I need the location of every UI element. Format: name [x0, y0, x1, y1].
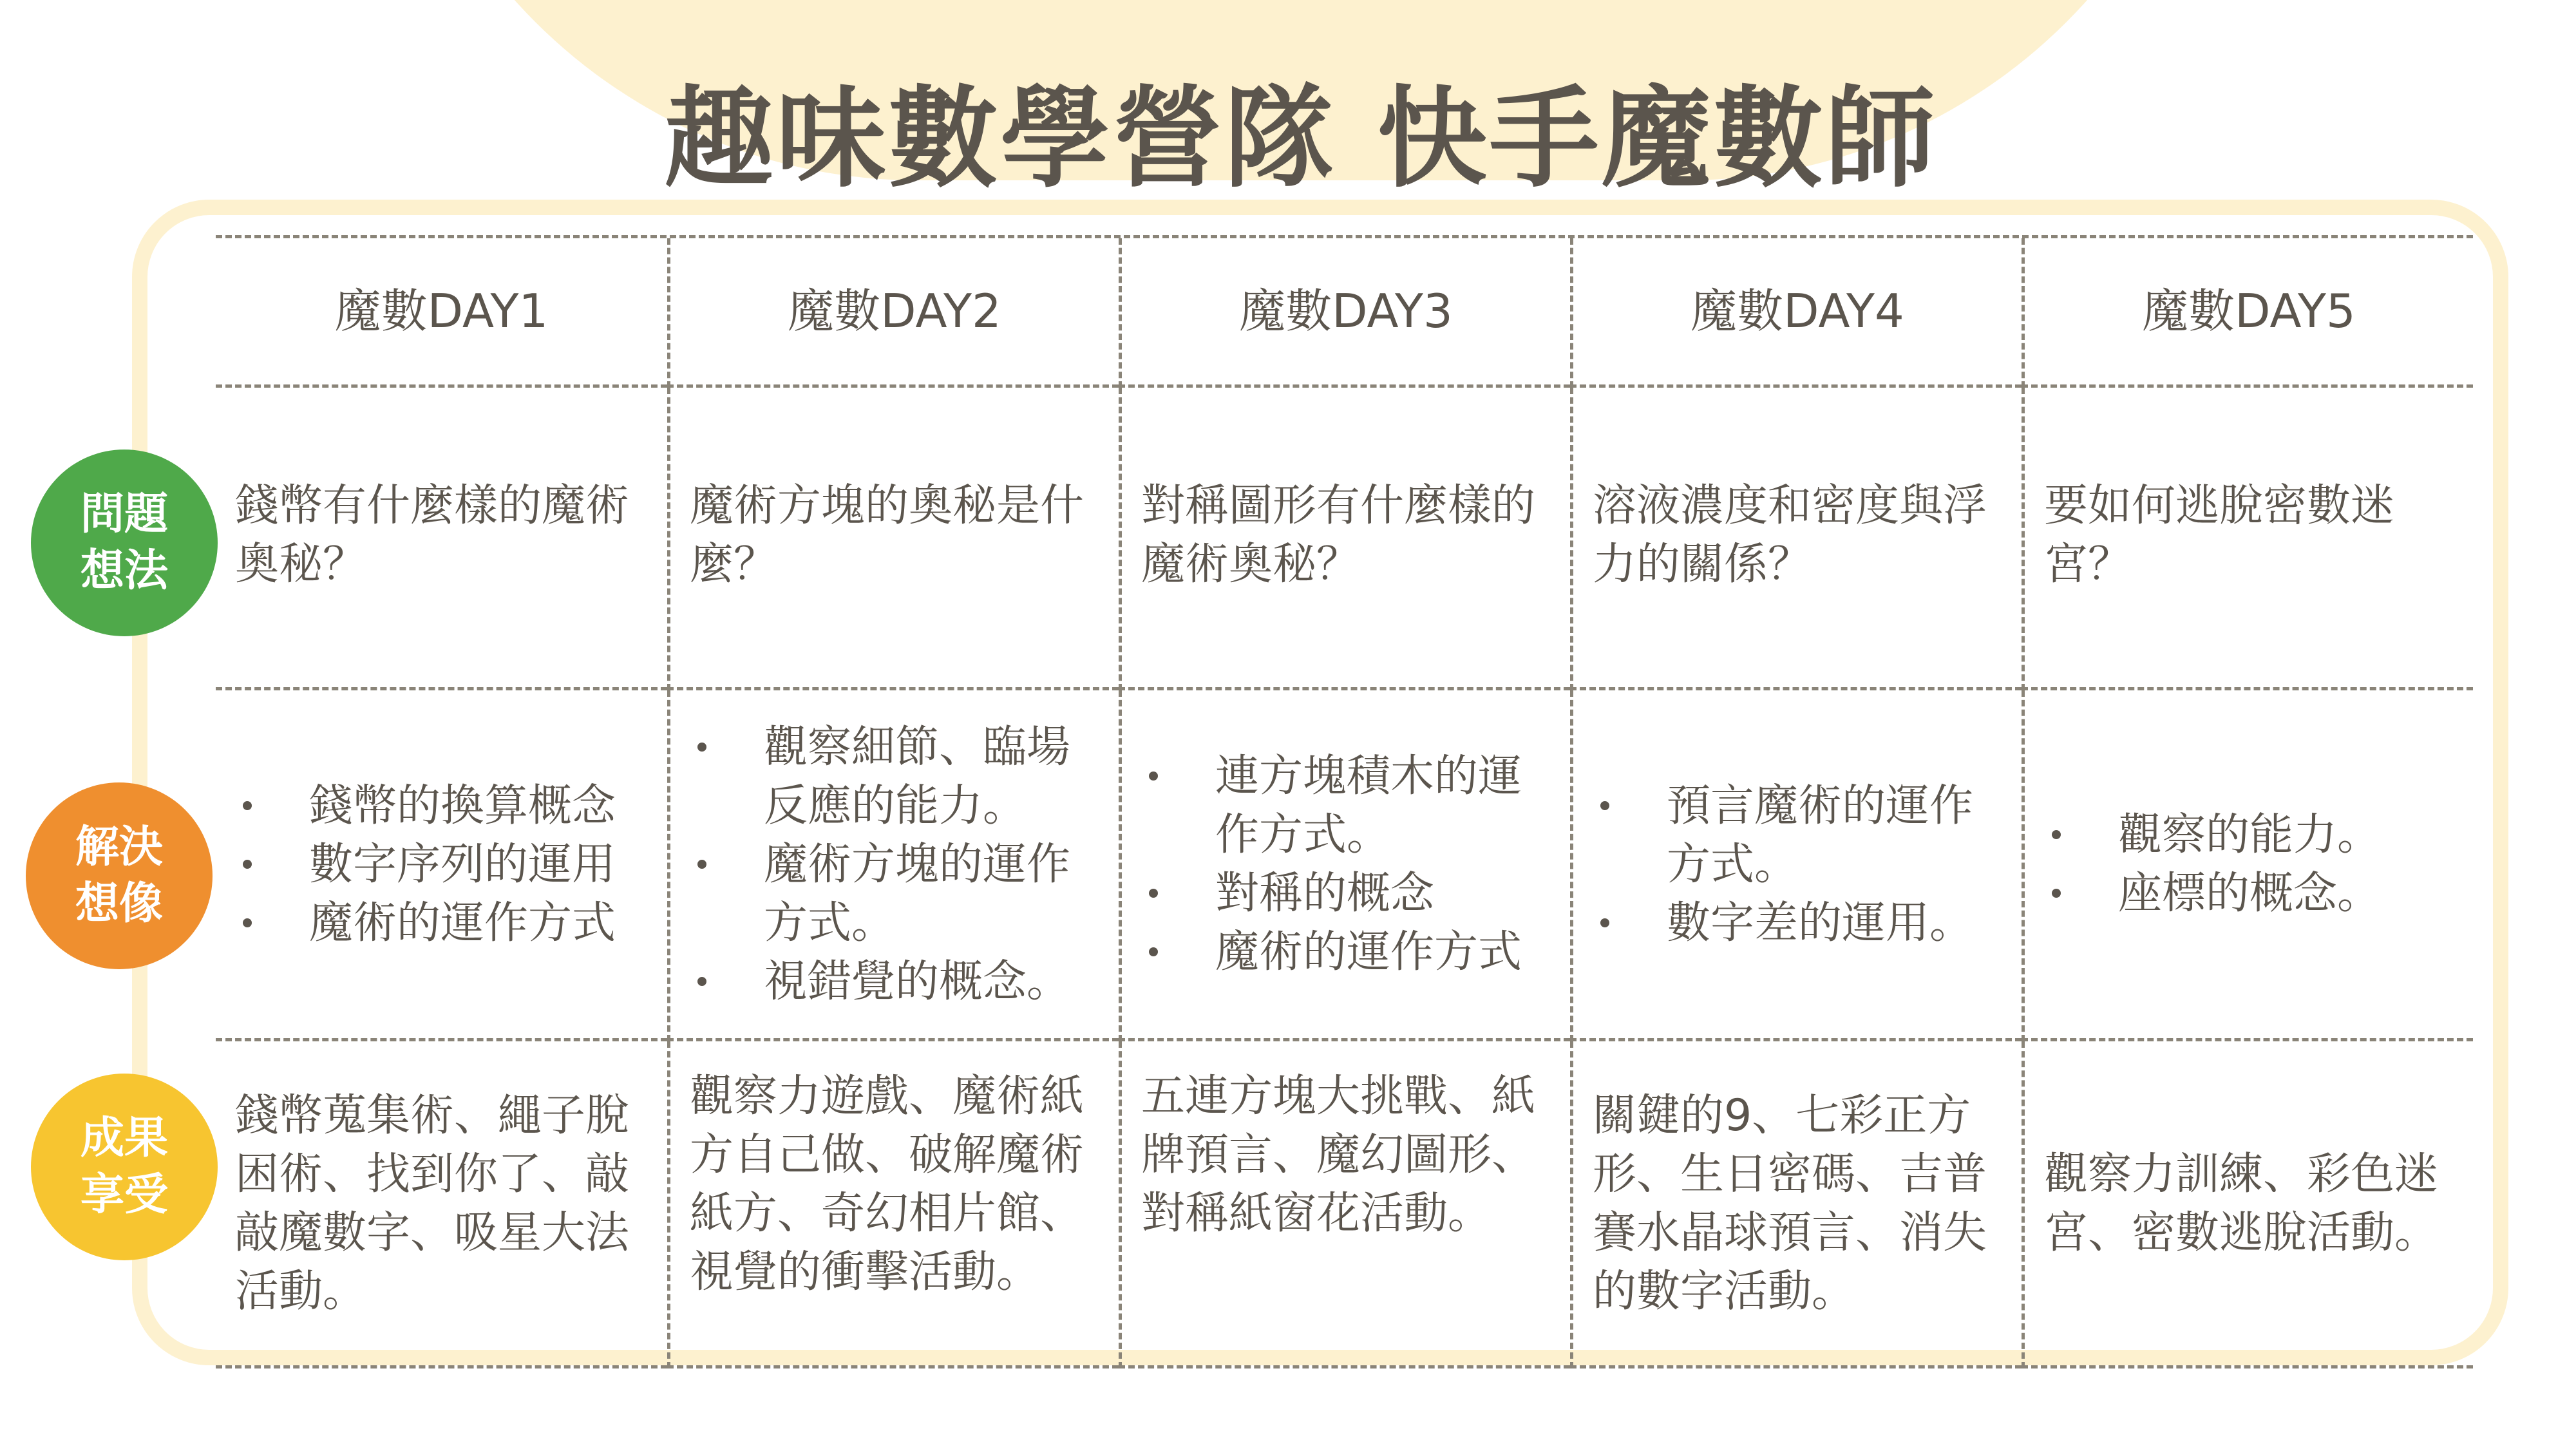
outcome-text: 關鍵的9、七彩正方形、生日密碼、吉普賽水晶球預言、消失的數字活動。	[1593, 1090, 1987, 1317]
skill-item: 觀察細節、臨場反應的能力。	[690, 718, 1101, 835]
skills-cell	[667, 690, 1119, 1041]
question-cell: 魔術方塊的奧秘是什麼？	[667, 388, 1119, 690]
outcome-cell	[1570, 1041, 2022, 1368]
page-title: 趣味數學營隊 快手魔數師	[664, 75, 1938, 203]
day-header: 魔數DAY5	[2022, 238, 2473, 388]
schedule-table	[216, 235, 2473, 1368]
badge-result	[31, 1074, 218, 1260]
badge-label: 解決 想像	[75, 822, 163, 929]
skills-list	[1593, 777, 2003, 952]
outcome-cell	[667, 1041, 1119, 1368]
skill-item: 座標的概念。	[2044, 864, 2381, 923]
skills-list	[235, 777, 616, 952]
question-cell: 對稱圖形有什麼樣的魔術奧秘？	[1119, 388, 1570, 690]
skill-item: 預言魔術的運作方式。	[1593, 777, 2003, 894]
skill-item: 連方塊積木的運作方式。	[1141, 747, 1552, 864]
skill-item: 魔術的運作方式	[235, 894, 616, 952]
skills-cell	[1570, 690, 2022, 1041]
skill-item: 視錯覺的概念。	[690, 952, 1101, 1011]
skill-item: 魔術方塊的運作方式。	[690, 835, 1101, 952]
skills-list	[1141, 747, 1552, 981]
badge-label: 成果 享受	[80, 1113, 168, 1220]
skill-item: 錢幣的換算概念	[235, 777, 616, 835]
question-cell: 錢幣有什麼樣的魔術奧秘？	[216, 388, 667, 690]
day-header: 魔數DAY1	[216, 238, 667, 388]
skills-list	[2044, 806, 2381, 923]
skills-cell	[1119, 690, 1570, 1041]
day-header: 魔數DAY3	[1119, 238, 1570, 388]
day-header: 魔數DAY2	[667, 238, 1119, 388]
skill-item: 觀察的能力。	[2044, 806, 2381, 864]
skills-list	[690, 718, 1101, 1011]
skill-item: 對稱的概念	[1141, 864, 1552, 923]
outcome-text: 觀察力訓練、彩色迷宮、密數逃脫活動。	[2044, 1148, 2439, 1258]
skills-cell	[2022, 690, 2473, 1041]
question-cell: 要如何逃脫密數迷宮？	[2022, 388, 2473, 690]
outcome-cell	[216, 1041, 667, 1368]
skills-cell	[216, 690, 667, 1041]
skill-item: 魔術的運作方式	[1141, 923, 1552, 981]
badge-solve	[26, 782, 213, 969]
day-header: 魔數DAY4	[1570, 238, 2022, 388]
skill-item: 數字差的運用。	[1593, 894, 2003, 952]
badge-label: 問題 想法	[80, 489, 168, 596]
skill-item: 數字序列的運用	[235, 835, 616, 894]
outcome-cell	[1119, 1041, 1570, 1368]
badge-question	[31, 450, 218, 636]
outcome-text: 錢幣蒐集術、繩子脫困術、找到你了、敲敲魔數字、吸星大法活動。	[235, 1090, 630, 1317]
outcome-text: 五連方塊大挑戰、紙牌預言、魔幻圖形、對稱紙窗花活動。	[1141, 1071, 1536, 1239]
outcome-cell	[2022, 1041, 2473, 1368]
outcome-text: 觀察力遊戲、魔術紙方自己做、破解魔術紙方、奇幻相片館、視覺的衝擊活動。	[690, 1071, 1084, 1298]
question-cell: 溶液濃度和密度與浮力的關係？	[1570, 388, 2022, 690]
